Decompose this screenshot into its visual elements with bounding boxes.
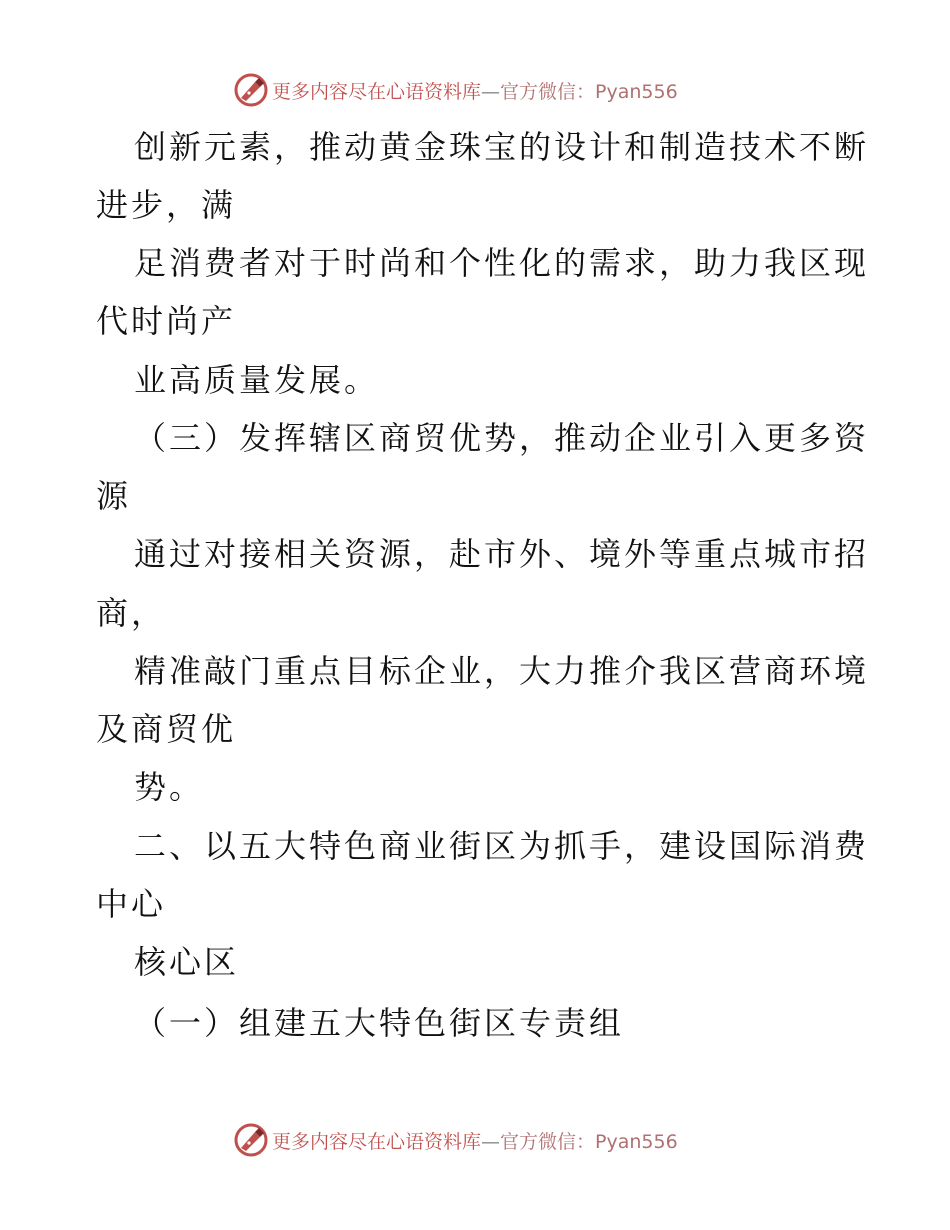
text-line: 商， xyxy=(96,594,167,632)
text-line: 足消费者对于时尚和个性化的需求，助力我区现 xyxy=(134,244,870,282)
footer-banner-contact: 官方微信：Pyan556 xyxy=(500,1131,678,1153)
header-banner xyxy=(0,70,950,110)
pen-nib-logo-icon xyxy=(233,1122,269,1158)
footer-banner-dash: — xyxy=(481,1131,501,1153)
text-line: 进步，满 xyxy=(96,186,237,224)
header-banner-main: 更多内容尽在心语资料库 xyxy=(272,81,482,103)
text-line: 核心区 xyxy=(134,943,240,981)
header-banner-text xyxy=(272,77,678,104)
text-line: （三）发挥辖区商贸优势，推动企业引入更多资 xyxy=(134,419,870,457)
header-banner-contact: 官方微信：Pyan556 xyxy=(500,81,678,103)
text-line: 创新元素，推动黄金珠宝的设计和制造技术不断 xyxy=(134,128,870,166)
text-line: 业高质量发展。 xyxy=(134,361,380,399)
text-line: 二、以五大特色商业街区为抓手，建设国际消费 xyxy=(134,827,870,865)
pen-nib-logo-icon xyxy=(233,72,269,108)
header-banner-dash: — xyxy=(481,81,501,103)
footer-banner-main: 更多内容尽在心语资料库 xyxy=(272,1131,482,1153)
text-line: （一）组建五大特色街区专责组 xyxy=(134,1004,625,1042)
text-line: 及商贸优 xyxy=(96,710,237,748)
text-line: 势。 xyxy=(134,768,205,806)
footer-banner-text xyxy=(272,1127,678,1154)
text-line: 通过对接相关资源，赴市外、境外等重点城市招 xyxy=(134,535,870,573)
text-line: 中心 xyxy=(96,885,167,923)
footer-banner xyxy=(0,1120,950,1160)
text-line: 代时尚产 xyxy=(96,302,237,340)
text-line: 源 xyxy=(96,477,132,515)
text-line: 精准敲门重点目标企业，大力推介我区营商环境 xyxy=(134,652,870,690)
